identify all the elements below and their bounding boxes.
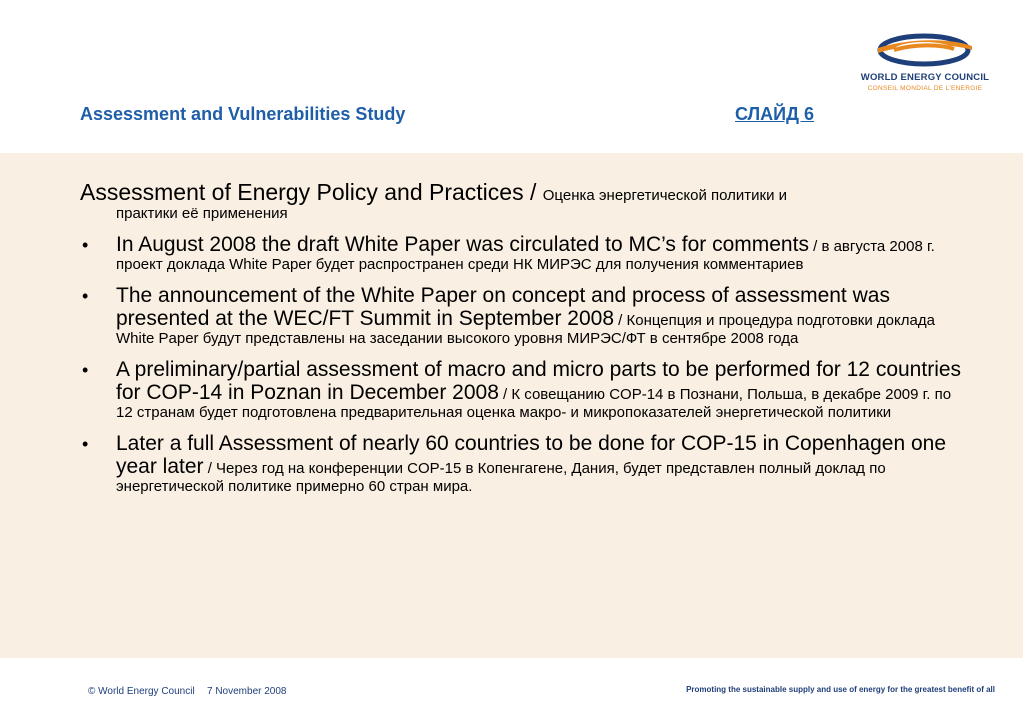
wec-globe-icon xyxy=(850,30,1000,72)
slide-content xyxy=(0,153,1023,658)
bullet-english: Later a full Assessment of nearly 60 countries to be done for COP-15 in Copenhagen one year later xyxy=(116,432,947,478)
footer-copyright: © World Energy Council xyxy=(88,686,195,697)
bullet-marker: • xyxy=(82,235,89,255)
bullet-english: The announcement of the White Paper on concept and process of assessment was presented at the WEC/FT Summit in September 2008 xyxy=(116,284,890,330)
logo-name: WORLD ENERGY COUNCIL xyxy=(860,72,990,83)
heading-russian-1: Оценка энергетической политики и xyxy=(542,187,788,204)
bullet-marker: • xyxy=(82,434,89,454)
page-title: Assessment and Vulnerabilities Study xyxy=(80,104,406,124)
bullet-russian: / в августа 2008 г. проект доклада White Paper будет распространен среди НК МИРЭС для получения комментариев xyxy=(116,238,935,273)
bullet-marker: • xyxy=(82,360,89,380)
bullet-english: In August 2008 the draft White Paper was circulated to MC’s for comments xyxy=(116,233,809,256)
content-text xyxy=(80,180,965,496)
bullet-russian: / К совещанию COP-14 в Познани, Польша, в декабре 2009 г. по 12 странам будет подготовлена предварительная оценка макро- и микропоказателей энергетической политики xyxy=(116,386,952,421)
bullet-russian: / Концепция и процедура подготовки доклада White Paper будут представлены на заседании высокого уровня МИРЭС/ФТ в сентябре 2008 года xyxy=(116,312,935,347)
bullet-english: A preliminary/partial assessment of macro and micro parts to be performed for 12 countries for COP-14 in Poznan in December 2008 xyxy=(116,358,962,404)
content-heading xyxy=(80,180,965,205)
heading-separator: / xyxy=(523,179,543,205)
list-item xyxy=(80,233,965,274)
slide-header xyxy=(0,0,1023,153)
slide-number-link[interactable]: СЛАЙД 6 xyxy=(735,104,814,124)
footer-tagline: Promoting the sustainable supply and use of energy for the greatest benefit of all xyxy=(686,685,995,694)
footer-date: 7 November 2008 xyxy=(207,686,287,697)
list-item xyxy=(80,284,965,348)
list-item xyxy=(80,358,965,422)
bullet-marker: • xyxy=(82,286,89,306)
heading-english: Assessment of Energy Policy and Practices xyxy=(80,179,524,205)
wec-logo xyxy=(850,30,1000,100)
slide-footer xyxy=(0,658,1023,708)
heading-russian-2: практики её применения xyxy=(116,205,288,222)
logo-subtitle: CONSEIL MONDIAL DE L'ENERGIE xyxy=(867,85,983,92)
bullet-russian: / Через год на конференции COP-15 в Копенгагене, Дания, будет представлен полный доклад по энергетической политике примерно 60 стран мира. xyxy=(116,460,886,495)
list-item xyxy=(80,432,965,496)
